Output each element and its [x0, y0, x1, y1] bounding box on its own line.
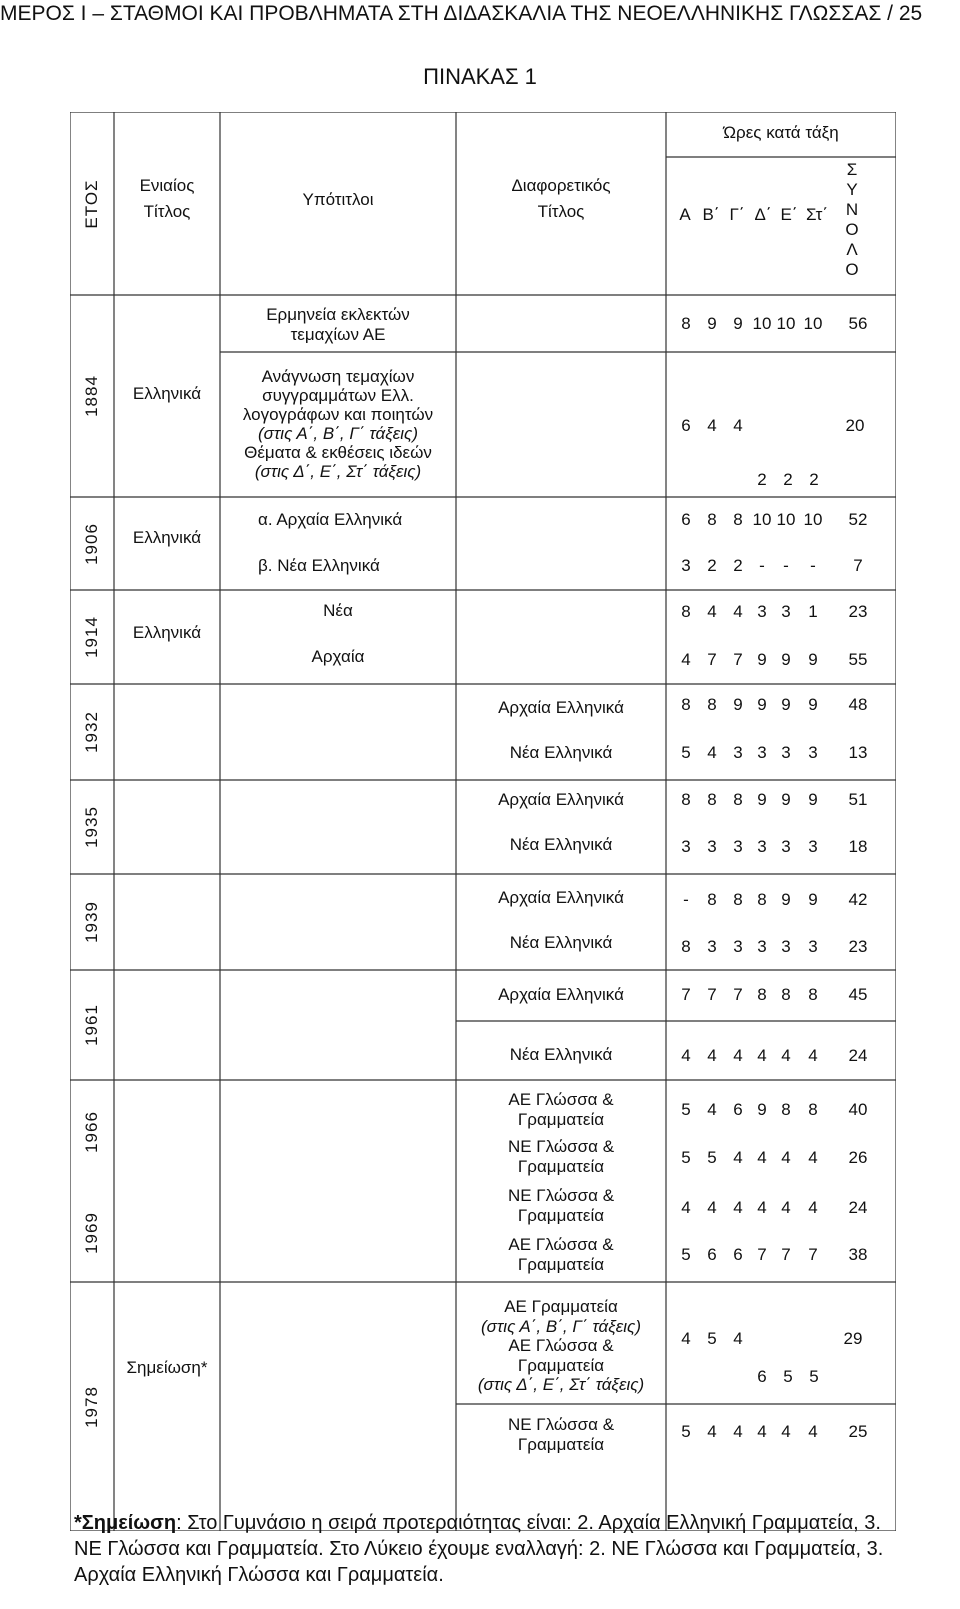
hour-cell: 4: [681, 1329, 691, 1348]
hour-cell: 5: [681, 1148, 691, 1167]
hour-cell: 6: [707, 1245, 717, 1264]
hour-cell: 3: [707, 837, 717, 856]
hour-cell: 18: [848, 837, 868, 856]
unified-title-1914: Ελληνικά: [132, 623, 202, 642]
hour-cell: 24: [848, 1046, 868, 1065]
hour-cell: 6: [757, 1367, 767, 1386]
year-1914: 1914: [82, 616, 101, 658]
hour-cell: 1: [808, 602, 818, 621]
hour-cell: 5: [681, 1245, 691, 1264]
hour-cell: 8: [757, 890, 767, 909]
hour-cell: 8: [733, 510, 743, 529]
hour-cell: 10: [803, 314, 823, 333]
hours-1978-ae-def: [750, 1367, 826, 1387]
hours-1884-def: [750, 470, 826, 490]
hour-cell: 8: [681, 314, 691, 333]
hour-cell: 9: [808, 890, 818, 909]
hour-cell: 7: [757, 1245, 767, 1264]
subtitle-1914-ancient: Αρχαία: [311, 647, 365, 666]
hour-cell: 56: [848, 314, 868, 333]
hours-1961-ancient: [674, 985, 873, 1005]
header-different-title: Διαφορετικός Τίτλος: [511, 176, 611, 221]
hour-cell: 5: [681, 1422, 691, 1441]
title-1932-modern: Νέα Ελληνικά: [509, 743, 613, 762]
hour-cell: 4: [757, 1046, 767, 1065]
hour-cell: 25: [848, 1422, 868, 1441]
hour-cell: 4: [757, 1198, 767, 1217]
hour-cell: -: [810, 556, 816, 575]
hour-cell: 4: [733, 1329, 743, 1348]
hour-cell: 10: [776, 510, 796, 529]
header-class-labels: [672, 205, 832, 225]
hour-cell: 3: [681, 837, 691, 856]
hour-cell: 8: [681, 602, 691, 621]
hour-cell: 55: [848, 650, 868, 669]
title-1935-modern: Νέα Ελληνικά: [509, 835, 613, 854]
hour-cell: 4: [808, 1148, 818, 1167]
hour-cell: 9: [781, 695, 791, 714]
subtitle-1906-ancient: α. Αρχαία Ελληνικά: [258, 510, 403, 529]
hour-cell: 7: [707, 650, 717, 669]
hour-cell: 5: [681, 743, 691, 762]
hour-cell: 10: [752, 510, 772, 529]
header-hours-per-class: Ώρες κατά τάξη: [723, 123, 839, 142]
hour-cell: 5: [681, 1100, 691, 1119]
hour-cell: 4: [781, 1198, 791, 1217]
total-1884-reading: 20: [845, 416, 865, 435]
hour-cell: 3: [733, 837, 743, 856]
hour-cell: 3: [707, 937, 717, 956]
hour-cell: 9: [757, 650, 767, 669]
hour-cell: 3: [808, 937, 818, 956]
hour-cell: 8: [681, 790, 691, 809]
hours-1969-ae: [674, 1245, 873, 1265]
hour-cell: 3: [757, 937, 767, 956]
year-1884: 1884: [82, 375, 101, 417]
hour-cell: 3: [781, 937, 791, 956]
title-1939-modern: Νέα Ελληνικά: [509, 933, 613, 952]
hour-cell: 4: [808, 1198, 818, 1217]
hour-cell: 48: [848, 695, 868, 714]
hour-cell: 10: [776, 314, 796, 333]
hour-cell: 9: [781, 890, 791, 909]
hour-cell: 8: [681, 695, 691, 714]
hours-1932-modern: [674, 743, 873, 763]
hour-cell: 5: [707, 1148, 717, 1167]
hour-cell: 9: [733, 695, 743, 714]
hour-cell: 4: [707, 1198, 717, 1217]
hour-cell: 51: [848, 790, 868, 809]
hours-1935-modern: [674, 837, 873, 857]
hour-cell: 6: [733, 1100, 743, 1119]
hour-cell: 4: [757, 1148, 767, 1167]
class-label: Ε΄: [780, 205, 798, 224]
hour-cell: -: [759, 556, 765, 575]
hour-cell: 4: [707, 1422, 717, 1441]
subtitle-1906-modern: β. Νέα Ελληνικά: [258, 556, 380, 575]
hour-cell: 26: [848, 1148, 868, 1167]
hours-1914-modern: [674, 602, 873, 622]
running-head: ΜΕΡΟΣ Ι – ΣΤΑΘΜΟΙ ΚΑΙ ΠΡΟΒΛΗΜΑΤΑ ΣΤΗ ΔΙΔΑΣΚΑΛΙΑ ΤΗΣ ΝΕΟΕΛΛΗΝΙΚΗΣ ΓΛΩΣΣΑΣ / 25: [0, 2, 923, 25]
header-year: ΕΤΟΣ: [82, 178, 101, 229]
hour-cell: 9: [757, 1100, 767, 1119]
hour-cell: 7: [733, 985, 743, 1004]
hours-1906-modern: [674, 556, 873, 576]
hour-cell: 8: [707, 890, 717, 909]
hour-cell: -: [783, 556, 789, 575]
title-1966-ne: ΝΕ Γλώσσα & Γραμματεία: [507, 1137, 615, 1176]
hour-cell: 8: [733, 890, 743, 909]
hours-1966-ne: [674, 1148, 873, 1168]
hour-cell: 13: [848, 743, 868, 762]
hours-1969-ne: [674, 1198, 873, 1218]
title-1961-modern: Νέα Ελληνικά: [509, 1045, 613, 1064]
title-1969-ae: ΑΕ Γλώσσα & Γραμματεία: [508, 1235, 614, 1274]
total-letter: Ο: [845, 260, 859, 279]
hour-cell: 7: [781, 1245, 791, 1264]
subtitle-1884-reading: Ανάγνωση τεμαχίων συγγραμμάτων Ελλ. λογογράφων και ποιητών (στις Α΄, Β΄, Γ΄ τάξεις) Θέματα & εκθέσεις ιδεών (στις Δ΄, Ε΄, Στ΄ τάξεις): [242, 367, 434, 481]
hour-cell: 4: [707, 602, 717, 621]
header-unified-title: Ενιαίος Τίτλος: [139, 176, 195, 221]
hour-cell: -: [683, 890, 689, 909]
hour-cell: 8: [808, 1100, 818, 1119]
table-title: ΠΙΝΑΚΑΣ 1: [423, 64, 537, 89]
hour-cell: 8: [733, 790, 743, 809]
hour-cell: 8: [707, 695, 717, 714]
hour-cell: 4: [681, 1198, 691, 1217]
hour-cell: 2: [757, 470, 767, 489]
hour-cell: 3: [757, 602, 767, 621]
title-1961-ancient: Αρχαία Ελληνικά: [498, 985, 624, 1004]
subtitle-1884-interpretation: Ερμηνεία εκλεκτών τεμαχίων ΑΕ: [266, 305, 410, 344]
hour-cell: 9: [757, 790, 767, 809]
hour-cell: 3: [808, 837, 818, 856]
hours-1978-ne: [674, 1422, 873, 1442]
hour-cell: 4: [707, 743, 717, 762]
hour-cell: 38: [848, 1245, 868, 1264]
hour-cell: 8: [808, 985, 818, 1004]
total-letter: Ν: [845, 200, 859, 219]
hour-cell: 4: [733, 1422, 743, 1441]
hour-cell: 4: [733, 416, 743, 435]
title-1969-ne: ΝΕ Γλώσσα & Γραμματεία: [507, 1186, 615, 1225]
year-1961: 1961: [82, 1004, 101, 1046]
hour-cell: 8: [681, 937, 691, 956]
hour-cell: 7: [808, 1245, 818, 1264]
hour-cell: 3: [681, 556, 691, 575]
unified-title-1884: Ελληνικά: [132, 384, 202, 403]
hour-cell: 6: [681, 510, 691, 529]
hour-cell: 3: [781, 837, 791, 856]
footnote-text: : Στο Γυμνάσιο η σειρά προτεραιότητας είναι: 2. Αρχαία Ελληνική Γραμματεία, 3. ΝΕ Γλώσσα και Γραμματεία. Στο Λύκειο έχουμε εναλλαγή: 2. ΝΕ Γλώσσα και Γραμματεία, 3. Αρχαία Ελληνική Γλώσσα και Γραμματεία.: [74, 1512, 884, 1586]
hour-cell: 4: [681, 1046, 691, 1065]
hour-cell: 9: [808, 790, 818, 809]
header-subtitles: Υπότιτλοι: [302, 190, 374, 209]
year-1932: 1932: [82, 711, 101, 753]
hour-cell: 7: [853, 556, 863, 575]
hour-cell: 9: [707, 314, 717, 333]
hour-cell: 4: [733, 1148, 743, 1167]
hour-cell: 3: [757, 837, 767, 856]
hour-cell: 8: [707, 510, 717, 529]
hour-cell: 10: [752, 314, 772, 333]
hour-cell: 5: [809, 1367, 819, 1386]
hour-cell: 2: [783, 470, 793, 489]
hour-cell: 4: [733, 1046, 743, 1065]
hour-cell: 8: [781, 1100, 791, 1119]
hour-cell: 3: [781, 743, 791, 762]
title-1939-ancient: Αρχαία Ελληνικά: [498, 888, 624, 907]
total-letter: Λ: [846, 240, 858, 259]
title-1935-ancient: Αρχαία Ελληνικά: [498, 790, 624, 809]
hour-cell: 6: [733, 1245, 743, 1264]
title-1978-ae: ΑΕ Γραμματεία (στις Α΄, Β΄, Γ΄ τάξεις) ΑΕ Γλώσσα & Γραμματεία (στις Δ΄, Ε΄, Στ΄ τάξεις): [477, 1297, 645, 1394]
hour-cell: 9: [733, 314, 743, 333]
hours-1935-ancient: [674, 790, 873, 810]
hour-cell: 2: [707, 556, 717, 575]
hours-1932-ancient: [674, 695, 873, 715]
total-letter: Ο: [845, 220, 859, 239]
year-1906: 1906: [82, 522, 101, 565]
hour-cell: 4: [808, 1046, 818, 1065]
year-1966: 1966: [82, 1111, 101, 1153]
hour-cell: 42: [848, 890, 868, 909]
hour-cell: 3: [781, 602, 791, 621]
class-label: Στ΄: [805, 205, 829, 224]
hour-cell: 2: [733, 556, 743, 575]
hour-cell: 7: [707, 985, 717, 1004]
year-1935: 1935: [82, 806, 101, 848]
hour-cell: 4: [757, 1422, 767, 1441]
subtitle-1914-modern: Νέα: [323, 601, 353, 620]
footnote-lead: *Σημείωση: [74, 1512, 177, 1534]
total-letter: Υ: [846, 180, 858, 199]
hours-1939-ancient: [674, 890, 873, 910]
hours-1961-modern: [674, 1046, 873, 1066]
hours-1978-ae-abc: [674, 1329, 750, 1349]
hour-cell: 3: [757, 743, 767, 762]
hour-cell: 3: [733, 743, 743, 762]
hour-cell: 23: [848, 937, 868, 956]
hour-cell: 7: [733, 650, 743, 669]
year-1939: 1939: [82, 901, 101, 943]
hours-1914-ancient: [674, 650, 873, 670]
hour-cell: 8: [707, 790, 717, 809]
unified-title-1906: Ελληνικά: [132, 528, 202, 547]
year-1969: 1969: [82, 1212, 101, 1254]
hour-cell: 6: [681, 416, 691, 435]
hours-1884-interpretation: [674, 314, 873, 334]
hour-cell: 4: [733, 602, 743, 621]
hour-cell: 45: [848, 985, 868, 1004]
hour-cell: 4: [707, 1100, 717, 1119]
hour-cell: 9: [781, 650, 791, 669]
hours-1966-ae: [674, 1100, 873, 1120]
title-1932-ancient: Αρχαία Ελληνικά: [498, 698, 624, 717]
title-1966-ae: ΑΕ Γλώσσα & Γραμματεία: [508, 1090, 614, 1129]
hour-cell: 7: [681, 985, 691, 1004]
hour-cell: 5: [783, 1367, 793, 1386]
hour-cell: 9: [808, 650, 818, 669]
total-letter: Σ: [846, 160, 858, 179]
hour-cell: 4: [707, 1046, 717, 1065]
hour-cell: 3: [808, 743, 818, 762]
hour-cell: 8: [781, 985, 791, 1004]
hour-cell: 4: [733, 1198, 743, 1217]
unified-title-1978-note: Σημείωση*: [126, 1358, 208, 1377]
title-1978-ne: ΝΕ Γλώσσα & Γραμματεία: [507, 1415, 615, 1454]
hours-1906-ancient: [674, 510, 873, 530]
hour-cell: 8: [757, 985, 767, 1004]
hours-1884-abc: [674, 416, 750, 436]
hour-cell: 9: [781, 790, 791, 809]
hour-cell: 4: [781, 1148, 791, 1167]
header-total: [838, 160, 866, 280]
hour-cell: 9: [757, 695, 767, 714]
class-label: Γ΄: [729, 205, 745, 224]
hour-cell: 3: [733, 937, 743, 956]
footnote: [74, 1510, 914, 1588]
hour-cell: 10: [803, 510, 823, 529]
class-label: Δ΄: [754, 205, 772, 224]
hour-cell: 2: [809, 470, 819, 489]
hour-cell: 4: [781, 1422, 791, 1441]
class-label: Α: [679, 205, 691, 224]
hour-cell: 4: [707, 416, 717, 435]
hour-cell: 4: [808, 1422, 818, 1441]
hour-cell: 4: [781, 1046, 791, 1065]
hour-cell: 9: [808, 695, 818, 714]
hours-1939-modern: [674, 937, 873, 957]
hour-cell: 5: [707, 1329, 717, 1348]
hour-cell: 52: [848, 510, 868, 529]
hour-cell: 40: [848, 1100, 868, 1119]
hour-cell: 23: [848, 602, 868, 621]
total-1978-ae: 29: [843, 1329, 863, 1348]
year-1978: 1978: [82, 1385, 101, 1428]
hour-cell: 4: [681, 650, 691, 669]
class-label: Β΄: [702, 205, 720, 224]
hour-cell: 24: [848, 1198, 868, 1217]
